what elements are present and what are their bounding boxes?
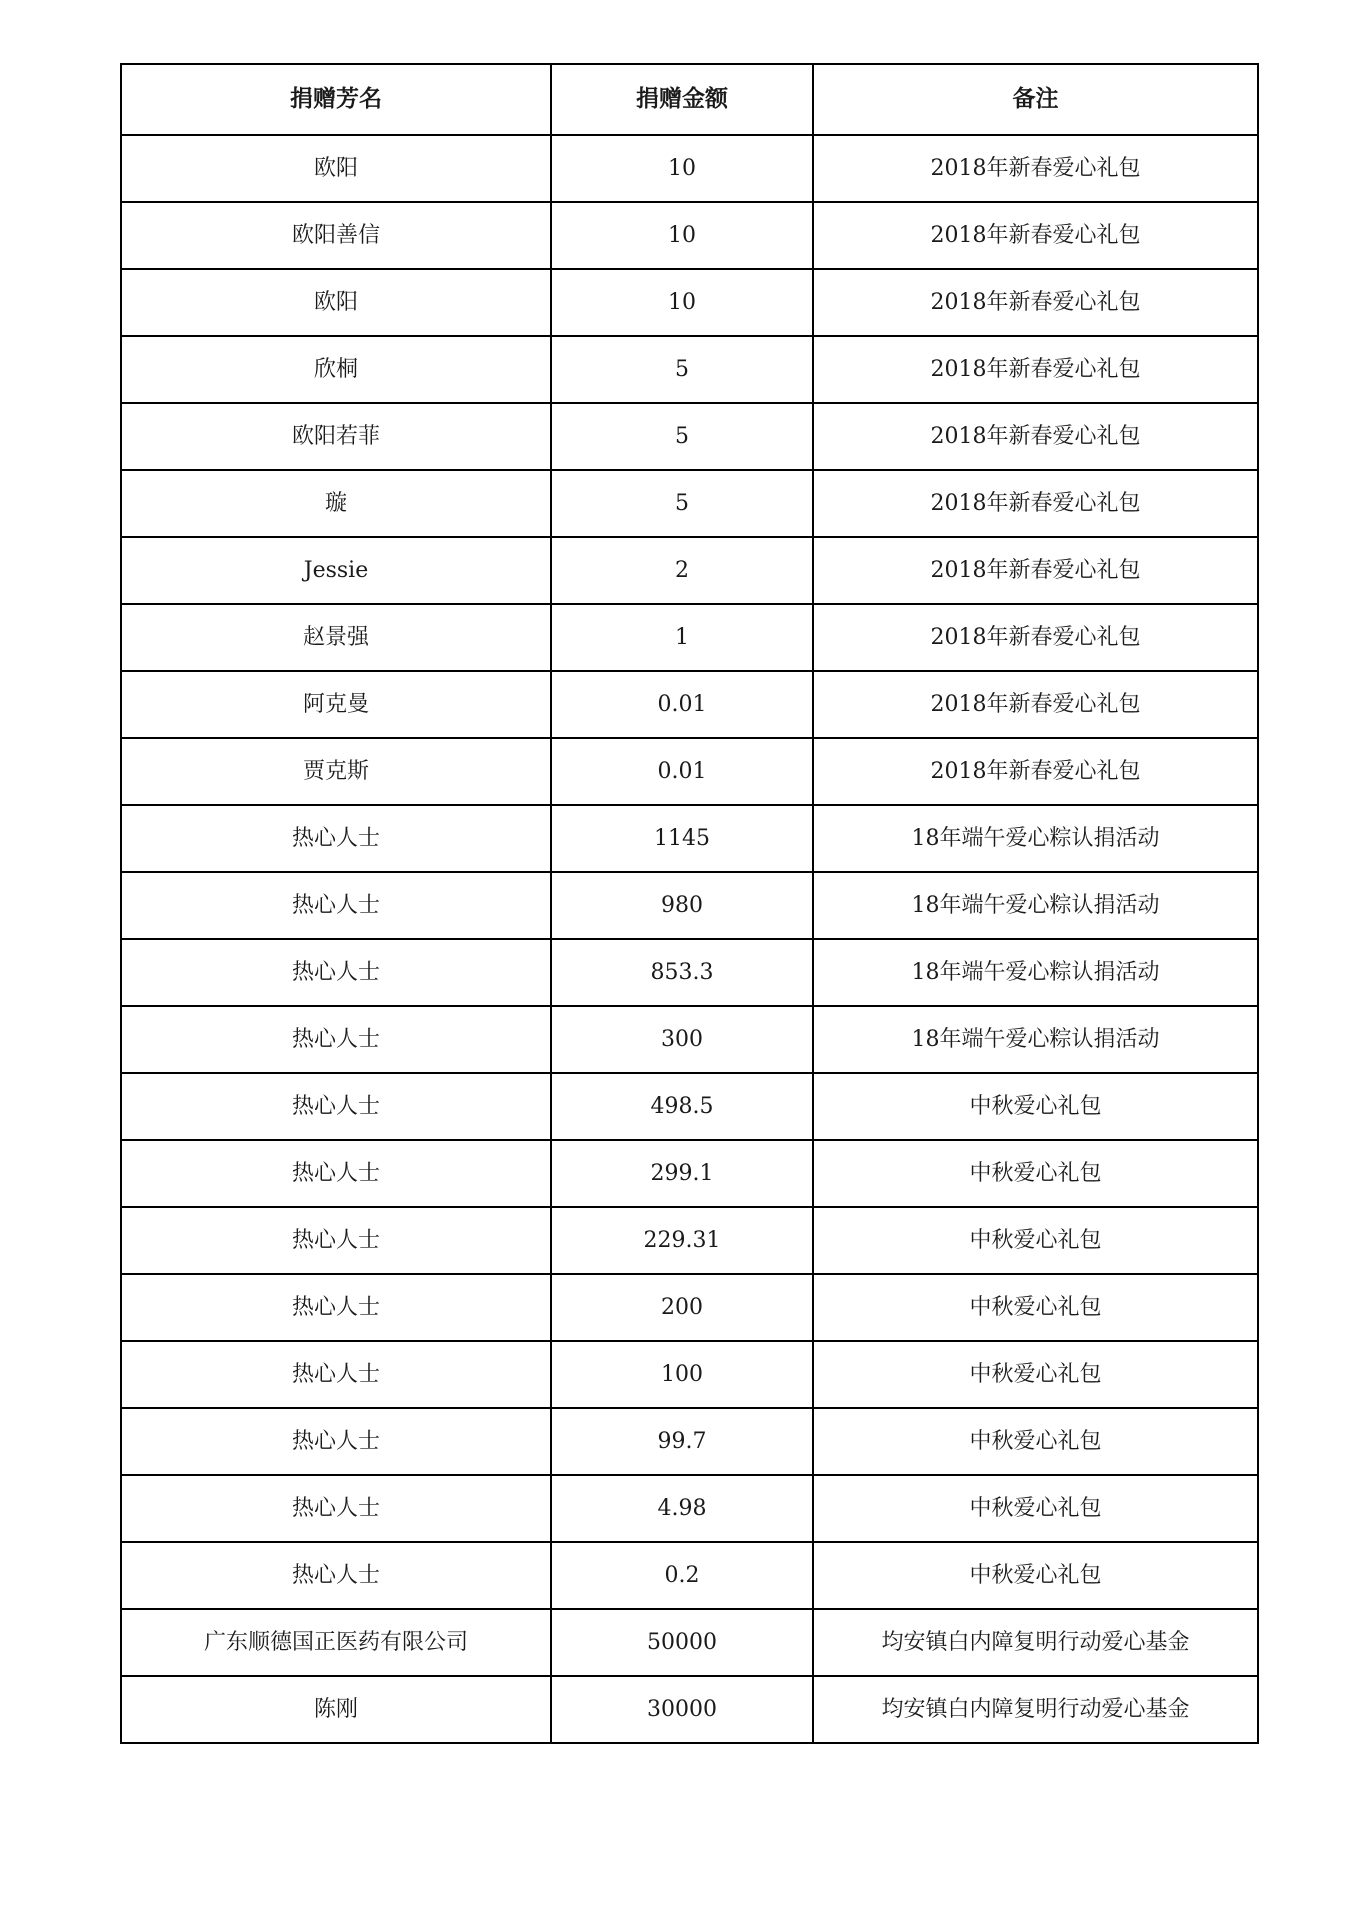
table-row — [121, 1475, 1258, 1542]
table-row — [121, 1073, 1258, 1140]
cell-amount: 229.31 — [551, 1207, 813, 1274]
cell-amount: 0.2 — [551, 1542, 813, 1609]
cell-amount: 1145 — [551, 805, 813, 872]
cell-donor: 热心人士 — [121, 1073, 551, 1140]
table-row — [121, 671, 1258, 738]
cell-donor: 赵景强 — [121, 604, 551, 671]
cell-amount: 50000 — [551, 1609, 813, 1676]
cell-note: 中秋爱心礼包 — [813, 1542, 1258, 1609]
cell-donor: 陈刚 — [121, 1676, 551, 1743]
table-row — [121, 1006, 1258, 1073]
cell-note: 2018年新春爱心礼包 — [813, 671, 1258, 738]
header-amount: 捐赠金额 — [551, 64, 813, 135]
cell-amount: 10 — [551, 269, 813, 336]
table-header — [121, 64, 1258, 135]
table-row — [121, 1274, 1258, 1341]
table-row — [121, 135, 1258, 202]
cell-donor: 热心人士 — [121, 1408, 551, 1475]
cell-donor: 广东顺德国正医药有限公司 — [121, 1609, 551, 1676]
cell-amount: 5 — [551, 470, 813, 537]
cell-donor: 热心人士 — [121, 1341, 551, 1408]
cell-donor: 欧阳 — [121, 269, 551, 336]
cell-amount: 99.7 — [551, 1408, 813, 1475]
table-row — [121, 738, 1258, 805]
cell-note: 18年端午爱心粽认捐活动 — [813, 872, 1258, 939]
cell-note: 中秋爱心礼包 — [813, 1207, 1258, 1274]
cell-donor: 欧阳若菲 — [121, 403, 551, 470]
cell-note: 2018年新春爱心礼包 — [813, 336, 1258, 403]
cell-donor: Jessie — [121, 537, 551, 604]
cell-donor: 璇 — [121, 470, 551, 537]
table-body — [121, 135, 1258, 1743]
cell-amount: 299.1 — [551, 1140, 813, 1207]
cell-note: 2018年新春爱心礼包 — [813, 269, 1258, 336]
cell-note: 2018年新春爱心礼包 — [813, 470, 1258, 537]
cell-donor: 欣桐 — [121, 336, 551, 403]
cell-note: 中秋爱心礼包 — [813, 1341, 1258, 1408]
cell-donor: 欧阳善信 — [121, 202, 551, 269]
cell-note: 中秋爱心礼包 — [813, 1274, 1258, 1341]
cell-amount: 4.98 — [551, 1475, 813, 1542]
cell-amount: 200 — [551, 1274, 813, 1341]
cell-note: 中秋爱心礼包 — [813, 1408, 1258, 1475]
table-row — [121, 939, 1258, 1006]
table-row — [121, 1207, 1258, 1274]
cell-note: 2018年新春爱心礼包 — [813, 738, 1258, 805]
donation-table — [120, 63, 1259, 1744]
table-row — [121, 1676, 1258, 1743]
table-row — [121, 1341, 1258, 1408]
cell-note: 中秋爱心礼包 — [813, 1073, 1258, 1140]
cell-amount: 498.5 — [551, 1073, 813, 1140]
table-row — [121, 537, 1258, 604]
table-row — [121, 470, 1258, 537]
table-row — [121, 604, 1258, 671]
cell-amount: 100 — [551, 1341, 813, 1408]
cell-note: 2018年新春爱心礼包 — [813, 403, 1258, 470]
cell-note: 2018年新春爱心礼包 — [813, 135, 1258, 202]
cell-note: 均安镇白内障复明行动爱心基金 — [813, 1609, 1258, 1676]
header-note: 备注 — [813, 64, 1258, 135]
table-row — [121, 872, 1258, 939]
cell-note: 18年端午爱心粽认捐活动 — [813, 805, 1258, 872]
cell-donor: 阿克曼 — [121, 671, 551, 738]
cell-amount: 853.3 — [551, 939, 813, 1006]
header-row — [121, 64, 1258, 135]
cell-note: 2018年新春爱心礼包 — [813, 202, 1258, 269]
table-row — [121, 269, 1258, 336]
cell-amount: 1 — [551, 604, 813, 671]
table-row — [121, 805, 1258, 872]
cell-donor: 热心人士 — [121, 1207, 551, 1274]
cell-amount: 10 — [551, 135, 813, 202]
cell-donor: 热心人士 — [121, 872, 551, 939]
cell-note: 中秋爱心礼包 — [813, 1140, 1258, 1207]
cell-note: 中秋爱心礼包 — [813, 1475, 1258, 1542]
table-row — [121, 202, 1258, 269]
cell-amount: 5 — [551, 336, 813, 403]
cell-donor: 欧阳 — [121, 135, 551, 202]
cell-note: 均安镇白内障复明行动爱心基金 — [813, 1676, 1258, 1743]
table-row — [121, 1609, 1258, 1676]
cell-amount: 2 — [551, 537, 813, 604]
cell-donor: 热心人士 — [121, 805, 551, 872]
cell-note: 2018年新春爱心礼包 — [813, 537, 1258, 604]
cell-note: 18年端午爱心粽认捐活动 — [813, 1006, 1258, 1073]
cell-amount: 5 — [551, 403, 813, 470]
cell-amount: 10 — [551, 202, 813, 269]
table-row — [121, 403, 1258, 470]
cell-note: 18年端午爱心粽认捐活动 — [813, 939, 1258, 1006]
table-row — [121, 1140, 1258, 1207]
cell-donor: 热心人士 — [121, 1274, 551, 1341]
cell-note: 2018年新春爱心礼包 — [813, 604, 1258, 671]
cell-donor: 热心人士 — [121, 1475, 551, 1542]
table-row — [121, 336, 1258, 403]
cell-donor: 贾克斯 — [121, 738, 551, 805]
cell-donor: 热心人士 — [121, 939, 551, 1006]
cell-amount: 300 — [551, 1006, 813, 1073]
cell-amount: 30000 — [551, 1676, 813, 1743]
header-donor: 捐赠芳名 — [121, 64, 551, 135]
table-row — [121, 1408, 1258, 1475]
cell-amount: 0.01 — [551, 738, 813, 805]
cell-amount: 980 — [551, 872, 813, 939]
cell-donor: 热心人士 — [121, 1542, 551, 1609]
cell-donor: 热心人士 — [121, 1006, 551, 1073]
cell-donor: 热心人士 — [121, 1140, 551, 1207]
table-row — [121, 1542, 1258, 1609]
cell-amount: 0.01 — [551, 671, 813, 738]
